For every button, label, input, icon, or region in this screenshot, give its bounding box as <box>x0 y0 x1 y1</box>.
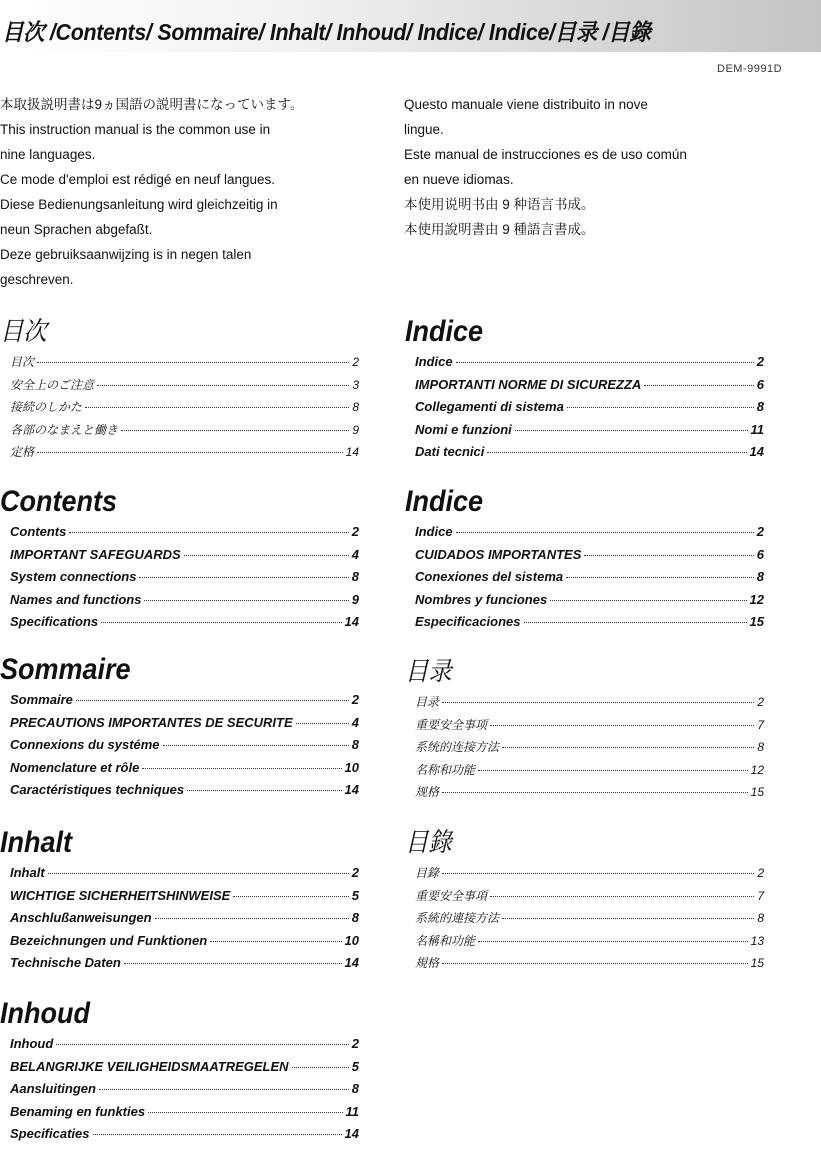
toc-entry-page: 2 <box>351 1036 359 1051</box>
dot-leader <box>456 362 754 363</box>
dot-leader <box>99 1089 349 1090</box>
intro-line: Ce mode d'emploi est rédigé en neuf langues. <box>0 172 276 187</box>
toc-section-german <box>0 825 365 971</box>
toc-entry-page: 5 <box>351 887 359 903</box>
intro-left-column <box>0 92 370 292</box>
toc-entry-title: 系統的連接方法 <box>415 911 500 926</box>
toc-section-italian <box>405 314 770 460</box>
toc-entry[interactable] <box>415 954 764 977</box>
intro-line: en nueve idiomas. <box>404 172 514 187</box>
toc-entry[interactable] <box>10 782 359 805</box>
toc-entry-title: System connections <box>10 569 137 585</box>
dot-leader <box>487 452 746 453</box>
toc-section-japanese <box>0 313 365 460</box>
toc-entry-page: 9 <box>351 591 359 607</box>
toc-entry-page: 2 <box>756 524 764 539</box>
toc-entry-page: 6 <box>756 376 764 392</box>
toc-section-traditional-chinese <box>405 824 770 971</box>
toc-entry-page: 9 <box>352 422 359 437</box>
toc-entry-title: 名稱和功能 <box>415 933 476 948</box>
toc-entry-title: Anschlußanweisungen <box>10 910 152 926</box>
toc-entry[interactable] <box>415 377 764 400</box>
dot-leader <box>502 747 754 748</box>
toc-entry-list <box>415 524 764 637</box>
dot-leader <box>490 896 754 897</box>
dot-leader <box>124 963 342 964</box>
dot-leader <box>142 768 341 769</box>
intro-line: 本取扱説明書は9ヵ国語の説明書になっています。 <box>0 97 304 112</box>
toc-entry-title: Nombres y funciones <box>415 591 548 607</box>
toc-entry[interactable] <box>415 716 764 739</box>
toc-entry-page: 2 <box>757 695 764 709</box>
dot-leader <box>184 555 349 556</box>
toc-entry[interactable] <box>415 569 764 592</box>
toc-entry-page: 14 <box>344 1126 359 1142</box>
toc-section-dutch <box>0 996 365 1142</box>
toc-entry[interactable] <box>415 354 764 377</box>
toc-entry[interactable] <box>415 524 764 547</box>
toc-entry[interactable] <box>10 547 359 570</box>
toc-entry[interactable] <box>10 933 359 956</box>
toc-entry-page: 12 <box>750 762 764 777</box>
toc-entry-title: Nomi e funzioni <box>415 421 512 437</box>
toc-entry[interactable] <box>10 865 359 888</box>
intro-line: Questo manuale viene distribuito in nove <box>404 97 648 112</box>
dot-leader <box>187 790 341 791</box>
toc-entry[interactable] <box>415 444 764 467</box>
toc-entry[interactable] <box>415 783 764 806</box>
toc-entry-list <box>10 865 359 978</box>
toc-entry[interactable] <box>10 376 359 399</box>
dot-leader <box>292 1067 349 1068</box>
toc-entry[interactable] <box>10 353 359 376</box>
toc-section-spanish <box>405 484 770 630</box>
toc-entry[interactable] <box>415 422 764 445</box>
dot-leader <box>37 362 349 363</box>
dot-leader <box>644 385 753 386</box>
toc-entry-list <box>10 524 359 637</box>
toc-entry-title: 各部のなまえと働き <box>10 422 119 437</box>
toc-entry[interactable] <box>10 614 359 637</box>
toc-entry[interactable] <box>10 760 359 783</box>
toc-entry-title: IMPORTANT SAFEGUARDS <box>10 546 181 562</box>
section-title: Inhoud <box>0 997 90 1030</box>
dot-leader <box>567 407 754 408</box>
toc-entry-page: 11 <box>750 421 764 437</box>
page-title: 目次 /Contents/ Sommaire/ Inhalt/ Inhoud/ Indice/ Indice/目录 /目錄 <box>2 19 651 45</box>
toc-entry-page: 12 <box>749 591 764 607</box>
toc-entry-title: Technische Daten <box>10 955 121 971</box>
dot-leader <box>101 622 341 623</box>
intro-line: 本使用说明书由 9 种语言书成。 <box>404 197 595 212</box>
intro-line: geschreven. <box>0 272 74 287</box>
dot-leader <box>155 918 349 919</box>
toc-entry-page: 4 <box>351 714 359 730</box>
dot-leader <box>515 430 748 431</box>
intro-right-column <box>404 92 774 242</box>
toc-entry-page: 2 <box>352 355 359 369</box>
toc-entry[interactable] <box>415 932 764 955</box>
toc-entry-page: 15 <box>750 785 764 800</box>
toc-entry-title: WICHTIGE SICHERHEITSHINWEISE <box>10 887 231 903</box>
toc-entry-title: 重要安全事项 <box>415 717 488 732</box>
toc-entry-page: 8 <box>352 400 359 415</box>
toc-entry[interactable] <box>415 592 764 615</box>
toc-entry[interactable] <box>415 887 764 910</box>
header-bar <box>0 0 821 52</box>
section-title: Indice <box>405 485 484 518</box>
toc-entry-page: 8 <box>351 1081 359 1097</box>
dot-leader <box>296 723 349 724</box>
dot-leader <box>163 745 349 746</box>
toc-entry[interactable] <box>10 910 359 933</box>
toc-entry[interactable] <box>10 1036 359 1059</box>
toc-entry-page: 6 <box>756 546 764 562</box>
toc-entry-title: Sommaire <box>10 692 73 707</box>
toc-entry-title: 接続のしかた <box>10 400 83 415</box>
dot-leader <box>442 792 748 793</box>
toc-entry-title: BELANGRIJKE VEILIGHEIDSMAATREGELEN <box>10 1058 289 1074</box>
dot-leader <box>148 1112 342 1113</box>
toc-entry-page: 13 <box>750 933 764 948</box>
toc-entry-page: 7 <box>757 717 764 732</box>
toc-entry[interactable] <box>10 1126 359 1149</box>
toc-entry-title: Bezeichnungen und Funktionen <box>10 932 208 948</box>
model-code: DEM-9991D <box>717 63 783 75</box>
toc-entry-page: 14 <box>345 445 359 460</box>
toc-entry-title: Specificaties <box>10 1126 90 1142</box>
section-title: 目次 <box>0 316 47 346</box>
dot-leader <box>69 532 348 533</box>
toc-entry[interactable] <box>10 398 359 421</box>
toc-entry[interactable] <box>10 569 359 592</box>
toc-entry-page: 8 <box>351 569 359 585</box>
toc-entry-page: 2 <box>756 354 764 369</box>
toc-entry-title: IMPORTANTI NORME DI SICUREZZA <box>415 376 642 392</box>
toc-entry-page: 7 <box>757 888 764 903</box>
toc-entry-title: Specifications <box>10 614 99 630</box>
toc-entry-title: Caractéristiques techniques <box>10 782 185 798</box>
dot-leader <box>442 963 748 964</box>
dot-leader <box>93 1134 342 1135</box>
toc-entry-page: 2 <box>351 692 359 707</box>
toc-entry-page: 4 <box>351 546 359 562</box>
toc-entry-page: 2 <box>351 865 359 880</box>
toc-entry-title: 定格 <box>10 445 35 460</box>
toc-entry-page: 8 <box>757 740 764 755</box>
toc-entry[interactable] <box>10 1081 359 1104</box>
toc-entry-title: 目錄 <box>415 866 440 880</box>
toc-entry-title: 重要安全事項 <box>415 888 488 903</box>
toc-entry-title: 規格 <box>415 956 440 971</box>
toc-entry-page: 8 <box>351 737 359 753</box>
dot-leader <box>502 918 754 919</box>
toc-entry-page: 8 <box>757 911 764 926</box>
toc-entry[interactable] <box>415 693 764 716</box>
intro-line: neun Sprachen abgefaßt. <box>0 222 153 237</box>
toc-entry-page: 10 <box>344 932 359 948</box>
section-title: Contents <box>0 485 117 518</box>
toc-entry-page: 15 <box>749 614 764 630</box>
toc-entry-page: 14 <box>749 444 764 460</box>
toc-entry-page: 3 <box>352 377 359 392</box>
toc-entry-title: Nomenclature et rôle <box>10 759 140 775</box>
dot-leader <box>456 532 754 533</box>
section-title: Sommaire <box>0 653 131 686</box>
toc-entry-list <box>10 692 359 805</box>
dot-leader <box>550 600 746 601</box>
toc-entry[interactable] <box>10 1104 359 1127</box>
dot-leader <box>76 700 349 701</box>
dot-leader <box>48 873 349 874</box>
toc-entry-title: Benaming en funkties <box>10 1103 146 1119</box>
section-title: Indice <box>405 315 484 348</box>
toc-entry[interactable] <box>415 614 764 637</box>
intro-line: Diese Bedienungsanleitung wird gleichzeitig in <box>0 197 278 212</box>
toc-entry[interactable] <box>10 888 359 911</box>
toc-entry[interactable] <box>10 592 359 615</box>
toc-entry-title: 名称和功能 <box>415 762 476 777</box>
toc-entry-page: 8 <box>756 569 764 585</box>
toc-entry[interactable] <box>415 864 764 887</box>
toc-entry-title: Especificaciones <box>415 614 521 630</box>
toc-entry-title: Contents <box>10 524 67 539</box>
toc-entry-page: 8 <box>756 399 764 415</box>
toc-entry[interactable] <box>10 443 359 466</box>
intro-line: This instruction manual is the common use in <box>0 122 271 137</box>
dot-leader <box>524 622 747 623</box>
dot-leader <box>210 941 341 942</box>
dot-leader <box>121 430 349 431</box>
toc-entry-title: Inhalt <box>10 865 45 880</box>
toc-entry-page: 2 <box>757 866 764 880</box>
toc-entry-list <box>415 354 764 467</box>
toc-entry-title: CUIDADOS IMPORTANTES <box>415 546 582 562</box>
dot-leader <box>37 452 343 453</box>
intro-line: Deze gebruiksaanwijzing is in negen talen <box>0 247 252 262</box>
toc-section-french <box>0 652 365 798</box>
dot-leader <box>139 577 348 578</box>
intro-line: Este manual de instrucciones es de uso común <box>404 147 687 162</box>
toc-entry-list <box>10 353 359 466</box>
dot-leader <box>584 555 753 556</box>
toc-entry[interactable] <box>415 399 764 422</box>
dot-leader <box>478 770 748 771</box>
toc-entry-list <box>10 1036 359 1149</box>
toc-entry[interactable] <box>415 909 764 932</box>
toc-entry-page: 14 <box>344 782 359 798</box>
toc-entry[interactable] <box>10 955 359 978</box>
intro-line: 本使用說明書由 9 種語言書成。 <box>404 222 595 237</box>
toc-entry-list <box>415 693 764 806</box>
dot-leader <box>97 385 349 386</box>
toc-entry-title: 系统的连接方法 <box>415 740 500 755</box>
toc-entry-title: Inhoud <box>10 1036 54 1051</box>
toc-section-english <box>0 484 365 630</box>
toc-entry-title: PRECAUTIONS IMPORTANTES DE SECURITE <box>10 714 293 730</box>
dot-leader <box>490 725 754 726</box>
dot-leader <box>56 1044 348 1045</box>
toc-entry[interactable] <box>415 761 764 784</box>
dot-leader <box>233 896 348 897</box>
dot-leader <box>566 577 754 578</box>
toc-entry-page: 15 <box>750 956 764 971</box>
toc-entry-title: 规格 <box>415 785 440 800</box>
toc-entry-title: Aansluitingen <box>10 1081 96 1097</box>
intro-line: lingue. <box>404 122 444 137</box>
toc-entry[interactable] <box>10 692 359 715</box>
toc-entry-page: 2 <box>351 524 359 539</box>
dot-leader <box>478 941 748 942</box>
toc-entry[interactable] <box>415 738 764 761</box>
section-title: Inhalt <box>0 826 72 859</box>
toc-entry[interactable] <box>10 1059 359 1082</box>
toc-entry-title: 目录 <box>415 695 440 709</box>
toc-entry-title: Indice <box>415 524 453 539</box>
toc-entry-title: Collegamenti di sistema <box>415 399 564 415</box>
toc-entry[interactable] <box>10 737 359 760</box>
toc-entry-page: 10 <box>344 759 359 775</box>
toc-entry-page: 14 <box>344 955 359 971</box>
dot-leader <box>144 600 348 601</box>
section-title: 目錄 <box>405 827 452 857</box>
toc-entry-page: 11 <box>345 1103 359 1119</box>
toc-entry-title: Conexiones del sistema <box>415 569 564 585</box>
dot-leader <box>85 407 349 408</box>
dot-leader <box>442 702 754 703</box>
toc-entry[interactable] <box>10 715 359 738</box>
toc-entry[interactable] <box>10 421 359 444</box>
toc-entry-title: Indice <box>415 354 453 369</box>
toc-entry-title: Names and functions <box>10 591 142 607</box>
toc-entry[interactable] <box>415 547 764 570</box>
toc-entry-list <box>415 864 764 977</box>
section-title: 目录 <box>405 656 452 686</box>
toc-entry-title: 目次 <box>10 355 35 369</box>
toc-entry-page: 14 <box>344 614 359 630</box>
toc-entry-page: 5 <box>351 1058 359 1074</box>
toc-entry-title: Connexions du systéme <box>10 737 160 753</box>
toc-entry-page: 8 <box>351 910 359 926</box>
toc-section-simplified-chinese <box>405 653 770 800</box>
toc-entry-title: Dati tecnici <box>415 444 485 460</box>
intro-line: nine languages. <box>0 147 96 162</box>
dot-leader <box>442 873 754 874</box>
toc-entry-title: 安全上のご注意 <box>10 377 95 392</box>
toc-entry[interactable] <box>10 524 359 547</box>
